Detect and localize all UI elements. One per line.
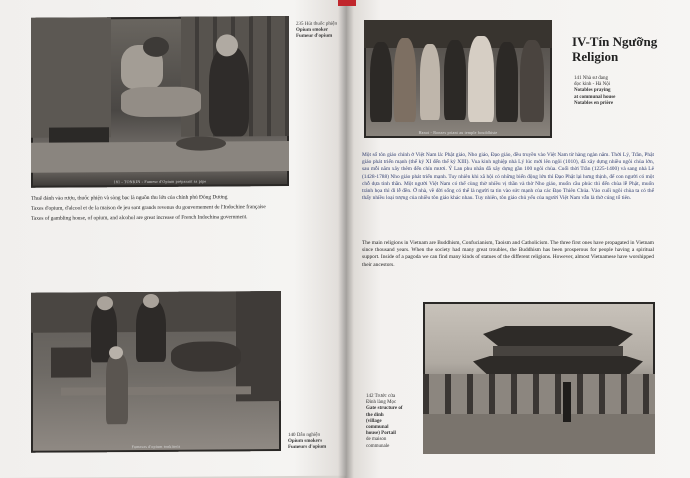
side-caption: 140 Dân nghiện Opium smokers Fumeurs d'opium xyxy=(288,432,327,451)
religion-text-english: The main religions in Vietnam are Buddhism, Confucianism, Taoism and Catholicism. The three first ones have propagated in Vietnam since thousand years. When the society had many great troubles, the Buddhism has been prosperous for people having a spiritual support. Inside of a pagoda we can find many kinds of statues of the different religions. However, almost Vietnamese have worshipped their ancestors. xyxy=(362,240,654,268)
text-english: Taxes of gambling house, of opium, and alcohol are great increase of French Indochina government. xyxy=(31,214,248,223)
side-caption: 235 Hút thuốc phiện Opium smoker Fumeur d'opium xyxy=(296,21,337,40)
religion-text-vietnamese: Một số tôn giáo chính ở Việt Nam là: Phật giáo, Nho giáo, Đạo giáo, đều truyền vào Việt Nam từ hàng ngàn năm. Thời Lý, Trần, Phật giáo phát triển mạnh (thế kỷ XI đến thế kỷ XIII). Vua kinh nghiệp nhà Lý lúc mới lên ngôi (1010), đã xây dựng nhiều ngôi chùa lớn, sau mỗi năm xây thêm đến chín mươi. Ý Lan phu nhân đã xây dựng gần 100 ngôi chùa. Cuối thời Trần (1225-1400) và sang nhà Lê (1428-1788) Nho giáo phát triển mạnh. Tuy nhiên khi xã hội có những biến động lớn thì Đạo Phật lại hưng thịnh, để con người có một chỗ dựa tinh thần. Một người Việt Nam có thể cùng thờ nhiều vị thần và thờ Nho giáo, muốn cầu phúc thì đến chùa lễ Phật, muốn tránh họa thì đi lễ đền. Ở nhà, về đời sống có thể là người ta tin vào sức mạnh của các Đạo Thiên Chúa. Vào cuối ngôi chùa ta có thể thấy nhiều loại tượng của nhiều tôn giáo khác nhau. Tuy nhiên, tôn giáo chủ yếu của người Việt Nam vẫn là thờ cúng tổ tiên. xyxy=(362,152,654,202)
book-gutter xyxy=(338,0,354,478)
opium-smoker-photo xyxy=(31,16,289,188)
taxes-text-block xyxy=(31,194,291,226)
book-cover-edge xyxy=(338,0,356,6)
side-caption: 142 Trước cửa Đình làng Mọc Gate structure of the dinh (village communal house) Portail de maison communale xyxy=(366,394,403,449)
side-caption: 141 Nhà sư đang đọc kinh - Hà Nội Notables praying at communal house Notables en prière xyxy=(574,76,616,106)
photo-caption: 181 - TONKIN - Fumeur d'Opium préparant sa pipe xyxy=(113,178,207,185)
communal-house-gate-photo xyxy=(423,302,655,454)
photo-caption: Fumeurs d'opium tonkinois xyxy=(131,443,181,450)
text-vietnamese: Thuế đánh vào rượu, thuốc phiện và sòng bạc là nguồn thu lớn của chính phủ Đông Dương xyxy=(31,194,228,202)
text-french: Taxes d'opium, d'alcool et de la maison de jeu sont grands revenus du gouvernement de l'Indochine française xyxy=(31,204,266,212)
praying-bonzes-photo xyxy=(364,20,552,138)
photo-caption: Hanoi - Bonzes priant au temple bouddhiste xyxy=(418,130,498,135)
section-title: IV-Tín Ngưỡng Religion xyxy=(572,34,658,64)
opium-smokers-group-photo xyxy=(31,291,281,453)
